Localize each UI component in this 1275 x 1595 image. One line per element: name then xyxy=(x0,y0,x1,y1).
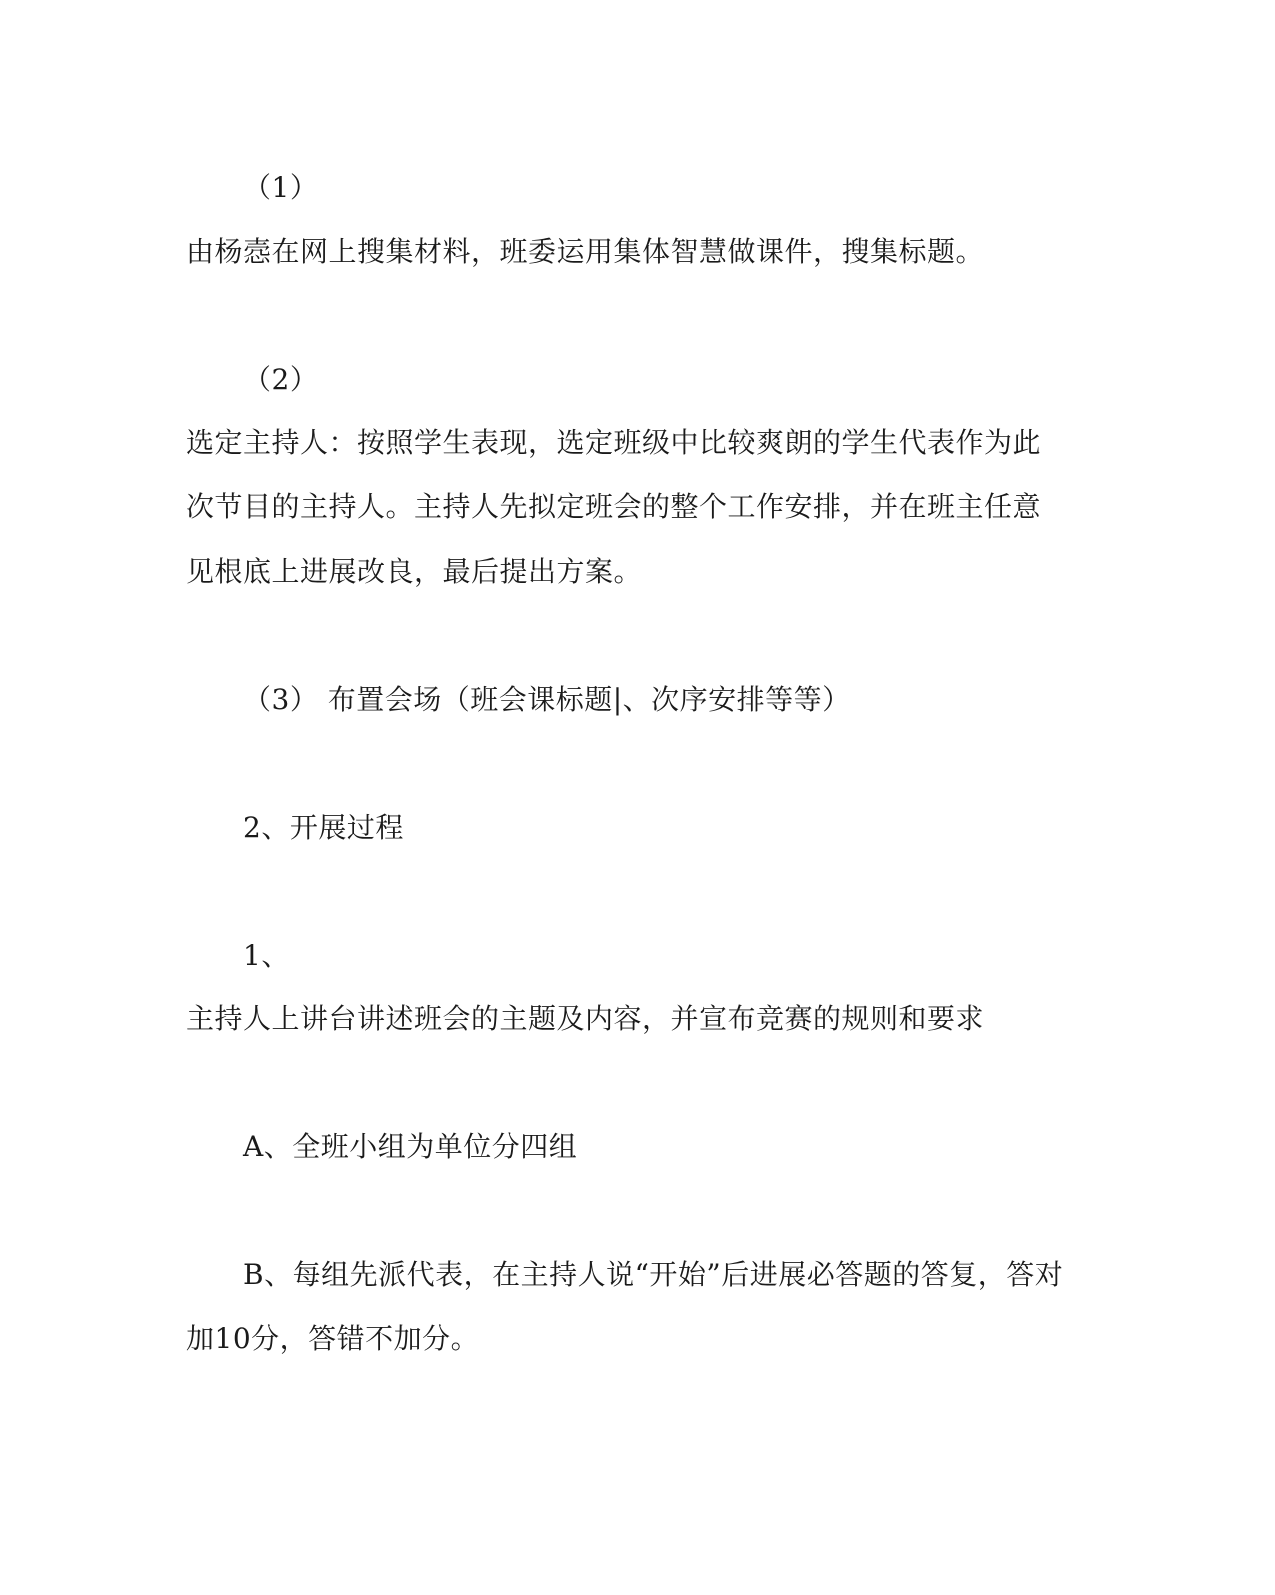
step-1-marker: 1、 xyxy=(243,939,290,972)
item-2-line-2: 次节目的主持人。主持人先拟定班会的整个工作安排，并在班主任意 xyxy=(186,490,1042,523)
item-2-line-3: 见根底上进展改良，最后提出方案。 xyxy=(186,555,643,588)
rule-b-line-1: B、每组先派代表，在主持人说“开始”后进展必答题的答复，答对 xyxy=(243,1258,1064,1291)
rule-b-line-2: 加10分，答错不加分。 xyxy=(186,1322,480,1355)
rule-a: A、全班小组为单位分四组 xyxy=(243,1130,578,1163)
item-3: （3） 布置会场（班会课标题|、次序安排等等） xyxy=(243,683,851,716)
item-2-marker: （2） xyxy=(243,363,319,396)
section-2-heading: 2、开展过程 xyxy=(243,811,404,844)
step-1-text: 主持人上讲台讲述班会的主题及内容，并宣布竞赛的规则和要求 xyxy=(186,1002,985,1035)
item-1-marker: （1） xyxy=(243,171,319,204)
item-1-text: 由杨悫在网上搜集材料，班委运用集体智慧做课件，搜集标题。 xyxy=(186,235,985,268)
item-2-line-1: 选定主持人：按照学生表现，选定班级中比较爽朗的学生代表作为此 xyxy=(186,426,1042,459)
